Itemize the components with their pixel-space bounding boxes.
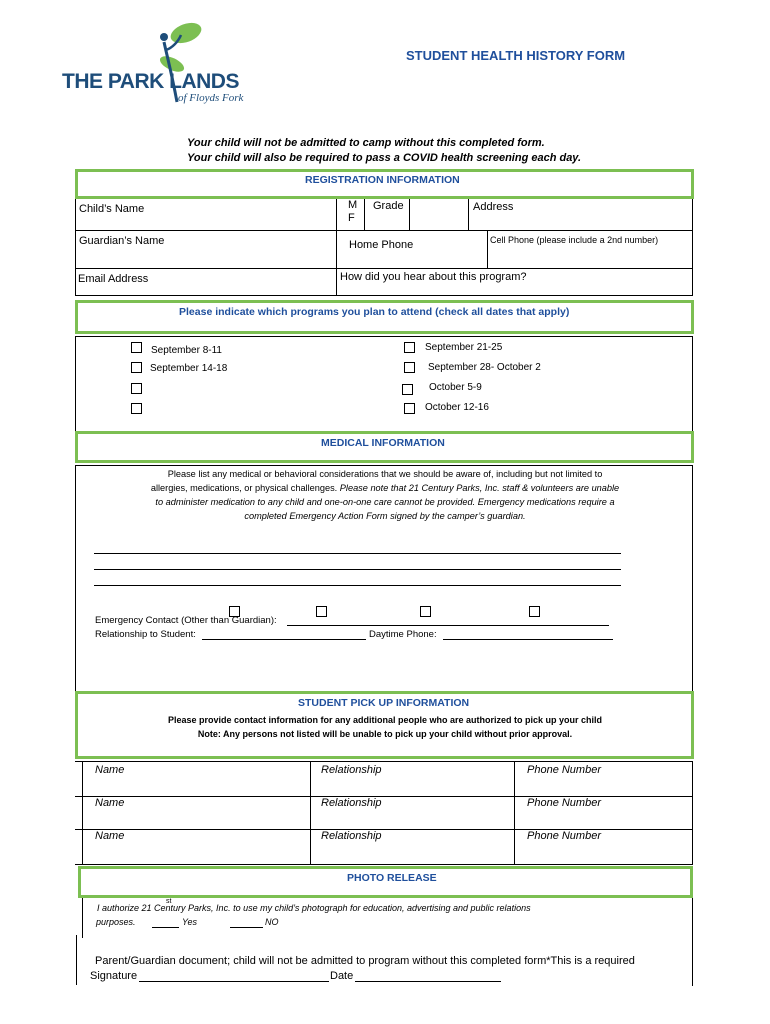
- medical-title: MEDICAL INFORMATION: [321, 437, 445, 449]
- gender-m-label: M: [348, 199, 358, 211]
- medical-checkbox-4[interactable]: [529, 606, 540, 617]
- pickup-row-3-phone: Phone Number: [527, 830, 601, 842]
- signature-label: Signature: [90, 970, 138, 982]
- medical-write-line-2[interactable]: [94, 569, 621, 570]
- form-title: STUDENT HEALTH HISTORY FORM: [406, 48, 626, 63]
- address-label: Address: [473, 201, 514, 213]
- pickup-title: STUDENT PICK UP INFORMATION: [298, 697, 470, 709]
- pickup-row-3-relationship: Relationship: [321, 830, 382, 842]
- program-right-4: October 12-16: [425, 402, 489, 413]
- pickup-text-line-1: Please provide contact information for any additional people who are authorized to pick up your child: [167, 715, 603, 725]
- program-right-3: October 5-9: [429, 382, 482, 393]
- cell-phone-label: Cell Phone (please include a 2nd number): [490, 235, 659, 245]
- daytime-phone-field[interactable]: [443, 639, 613, 640]
- photo-yes-field[interactable]: [152, 927, 179, 928]
- pickup-row-2-name: Name: [95, 797, 125, 809]
- home-phone-label: Home Phone: [349, 239, 414, 251]
- program-right-2: September 28- October 2: [428, 362, 541, 373]
- program-left-2: September 14-18: [150, 363, 228, 374]
- pickup-row-2-relationship: Relationship: [321, 797, 382, 809]
- email-label: Email Address: [78, 273, 149, 285]
- pickup-text-line-2: Note: Any persons not listed will be unable to pick up your child without prior approval.: [197, 729, 573, 739]
- photo-title: PHOTO RELEASE: [347, 872, 437, 884]
- pickup-row-1-relationship: Relationship: [321, 764, 382, 776]
- gender-f-label: F: [348, 212, 355, 224]
- registration-title: REGISTRATION INFORMATION: [305, 174, 460, 186]
- parent-guardian-text: Parent/Guardian document; child will not be admitted to program without this completed form*This is a required: [95, 955, 635, 967]
- how-hear-label: How did you hear about this program?: [340, 271, 527, 283]
- intro-line-1: Your child will not be admitted to camp without this completed form.: [187, 137, 545, 149]
- intro-line-2: Your child will also be required to pass a COVID health screening each day.: [187, 152, 582, 164]
- program-checkbox-left-2[interactable]: [131, 362, 142, 373]
- program-checkbox-right-2[interactable]: [404, 362, 415, 373]
- medical-text-line-2: allergies, medications, or physical challenges. Please note that 21 Century Parks, Inc. staff & volunteers are unable: [150, 483, 620, 493]
- pickup-row-1-phone: Phone Number: [527, 764, 601, 776]
- program-checkbox-right-4[interactable]: [404, 403, 415, 414]
- photo-no-label: NO: [265, 917, 279, 927]
- pickup-row-3-name: Name: [95, 830, 125, 842]
- date-field[interactable]: [355, 981, 501, 982]
- photo-no-field[interactable]: [230, 927, 263, 928]
- pickup-row-1-name: Name: [95, 764, 125, 776]
- programs-title: Please indicate which programs you plan to attend (check all dates that apply): [179, 306, 570, 318]
- grade-label: Grade: [373, 200, 404, 212]
- guardians-name-label: Guardian’s Name: [79, 235, 165, 247]
- medical-checkbox-3[interactable]: [420, 606, 431, 617]
- program-checkbox-left-3[interactable]: [131, 383, 142, 394]
- program-checkbox-left-1[interactable]: [131, 342, 142, 353]
- photo-authorize-text: I authorize 21 Century Parks, Inc. to use my child’s photograph for education, advertising and public relations: [97, 903, 531, 913]
- childs-name-label: Child’s Name: [79, 203, 145, 215]
- program-checkbox-right-1[interactable]: [404, 342, 415, 353]
- logo-subtitle: of Floyds Fork: [178, 92, 244, 104]
- photo-st-superscript: st: [166, 898, 172, 905]
- medical-write-line-1[interactable]: [94, 553, 621, 554]
- signature-field[interactable]: [139, 981, 329, 982]
- daytime-phone-label: Daytime Phone:: [369, 629, 437, 640]
- medical-text-line-1: Please list any medical or behavioral considerations that we should be aware of, including but not limited to: [167, 469, 603, 479]
- emergency-contact-label: Emergency Contact (Other than Guardian):: [95, 615, 277, 626]
- photo-yes-label: Yes: [182, 917, 198, 927]
- program-left-1: September 8-11: [151, 345, 222, 356]
- medical-checkbox-2[interactable]: [316, 606, 327, 617]
- date-label: Date: [330, 970, 354, 982]
- relationship-label: Relationship to Student:: [95, 629, 196, 640]
- program-right-1: September 21-25: [425, 342, 503, 353]
- medical-text-line-3: to administer medication to any child and one-on-one care cannot be provided. Emergency medications require a: [155, 497, 615, 507]
- emergency-contact-field[interactable]: [287, 625, 609, 626]
- medical-text-line-4: completed Emergency Action Form signed by the camper’s guardian.: [244, 511, 526, 521]
- relationship-field[interactable]: [202, 639, 366, 640]
- pickup-row-2-phone: Phone Number: [527, 797, 601, 809]
- logo-title: THE PARK LANDS: [62, 70, 239, 93]
- program-checkbox-right-3[interactable]: [402, 384, 413, 395]
- medical-write-line-3[interactable]: [94, 585, 621, 586]
- program-checkbox-left-4[interactable]: [131, 403, 142, 414]
- photo-purposes: purposes.: [96, 917, 136, 927]
